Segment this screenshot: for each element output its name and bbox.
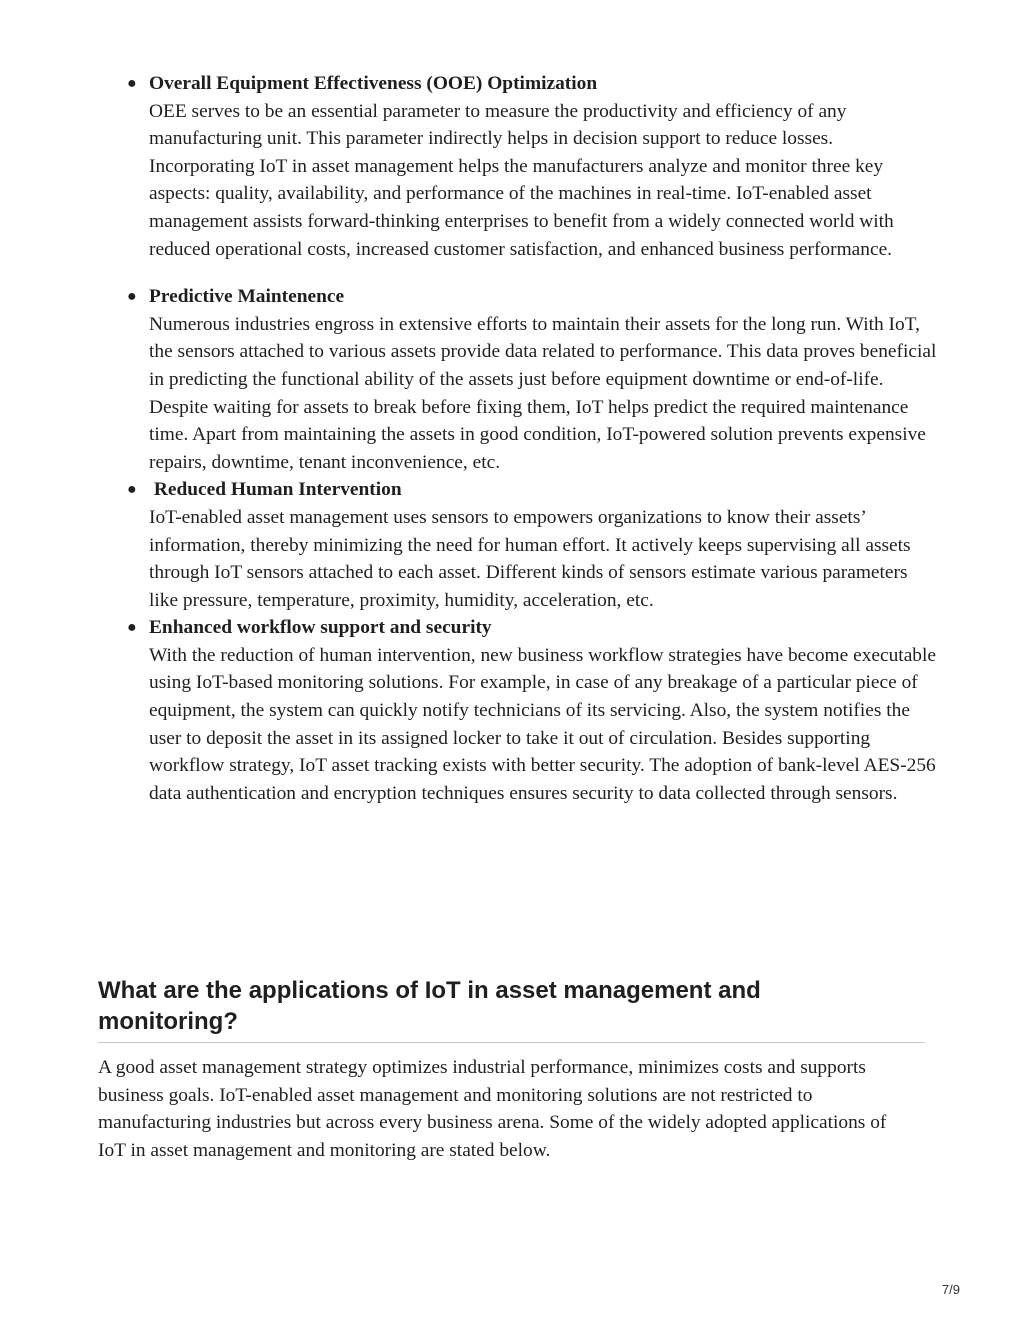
list-item-title: Predictive Maintenence <box>149 286 345 308</box>
list-item <box>127 283 939 476</box>
section-intro-paragraph: A good asset management strategy optimizes industrial performance, minimizes costs and supports business goals. IoT-enabled asset management and monitoring solutions are not restricted to manufacturing industries but across every business arena. Some of the widely adopted applications of IoT in asset management and monitoring are stated below. <box>98 1057 887 1161</box>
heading-divider <box>98 1042 925 1043</box>
list-item-title: Reduced Human Intervention <box>149 479 402 501</box>
list-item-body: IoT-enabled asset management uses sensors to empowers organizations to know their assets’ information, thereby minimizing the need for human effort. It actively keeps supervising all assets through IoT sensors attached to each asset. Different kinds of sensors estimate various parameters like pressure, temperature, proximity, humidity, acceleration, etc. <box>149 506 911 611</box>
list-item-body: OEE serves to be an essential parameter to measure the productivity and efficiency of any manufacturing unit. This parameter indirectly helps in decision support to reduce losses. Incorporating IoT in asset management helps the manufacturers analyze and monitor three key aspects: quality, availability, and performance of the machines in real-time. IoT-enabled asset management assists forward-thinking enterprises to benefit from a widely connected world with reduced operational costs, increased customer satisfaction, and enhanced business performance. <box>149 100 894 260</box>
bullet-icon: ● <box>127 619 137 637</box>
list-item-body: Numerous industries engross in extensive efforts to maintain their assets for the long run. With IoT, the sensors attached to various assets provide data related to performance. This data proves beneficial in predicting the functional ability of the assets just before equipment downtime or end-of-life. Despite waiting for assets to break before fixing them, IoT helps predict the required maintenance time. Apart from maintaining the assets in good condition, IoT-powered solution prevents expensive repairs, downtime, tenant inconvenience, etc. <box>149 313 937 473</box>
bullet-icon: ● <box>127 288 137 306</box>
section-heading: What are the applications of IoT in asset management and monitoring? <box>98 977 761 1035</box>
list-item-body: With the reduction of human intervention, new business workflow strategies have become executable using IoT-based monitoring solutions. For example, in case of any breakage of a particular piece of equipment, the system can quickly notify technicians of its servicing. Also, the system notifies the user to deposit the asset in its assigned locker to take it out of circulation. Besides supporting workflow strategy, IoT asset tracking exists with better security. The adoption of bank-level AES-256 data authentication and encryption techniques ensures security to data collected through sensors. <box>149 644 936 804</box>
bullet-icon: ● <box>127 75 137 92</box>
list-item-title: Enhanced workflow support and security <box>149 617 492 639</box>
page-number: 7/9 <box>941 1282 960 1297</box>
list-item-title: Overall Equipment Effectiveness (OOE) Optimization <box>149 73 598 94</box>
list-item <box>127 70 939 263</box>
list-item <box>127 476 939 614</box>
bullet-icon: ● <box>127 481 137 499</box>
benefits-list <box>127 70 939 807</box>
list-item <box>127 614 939 807</box>
